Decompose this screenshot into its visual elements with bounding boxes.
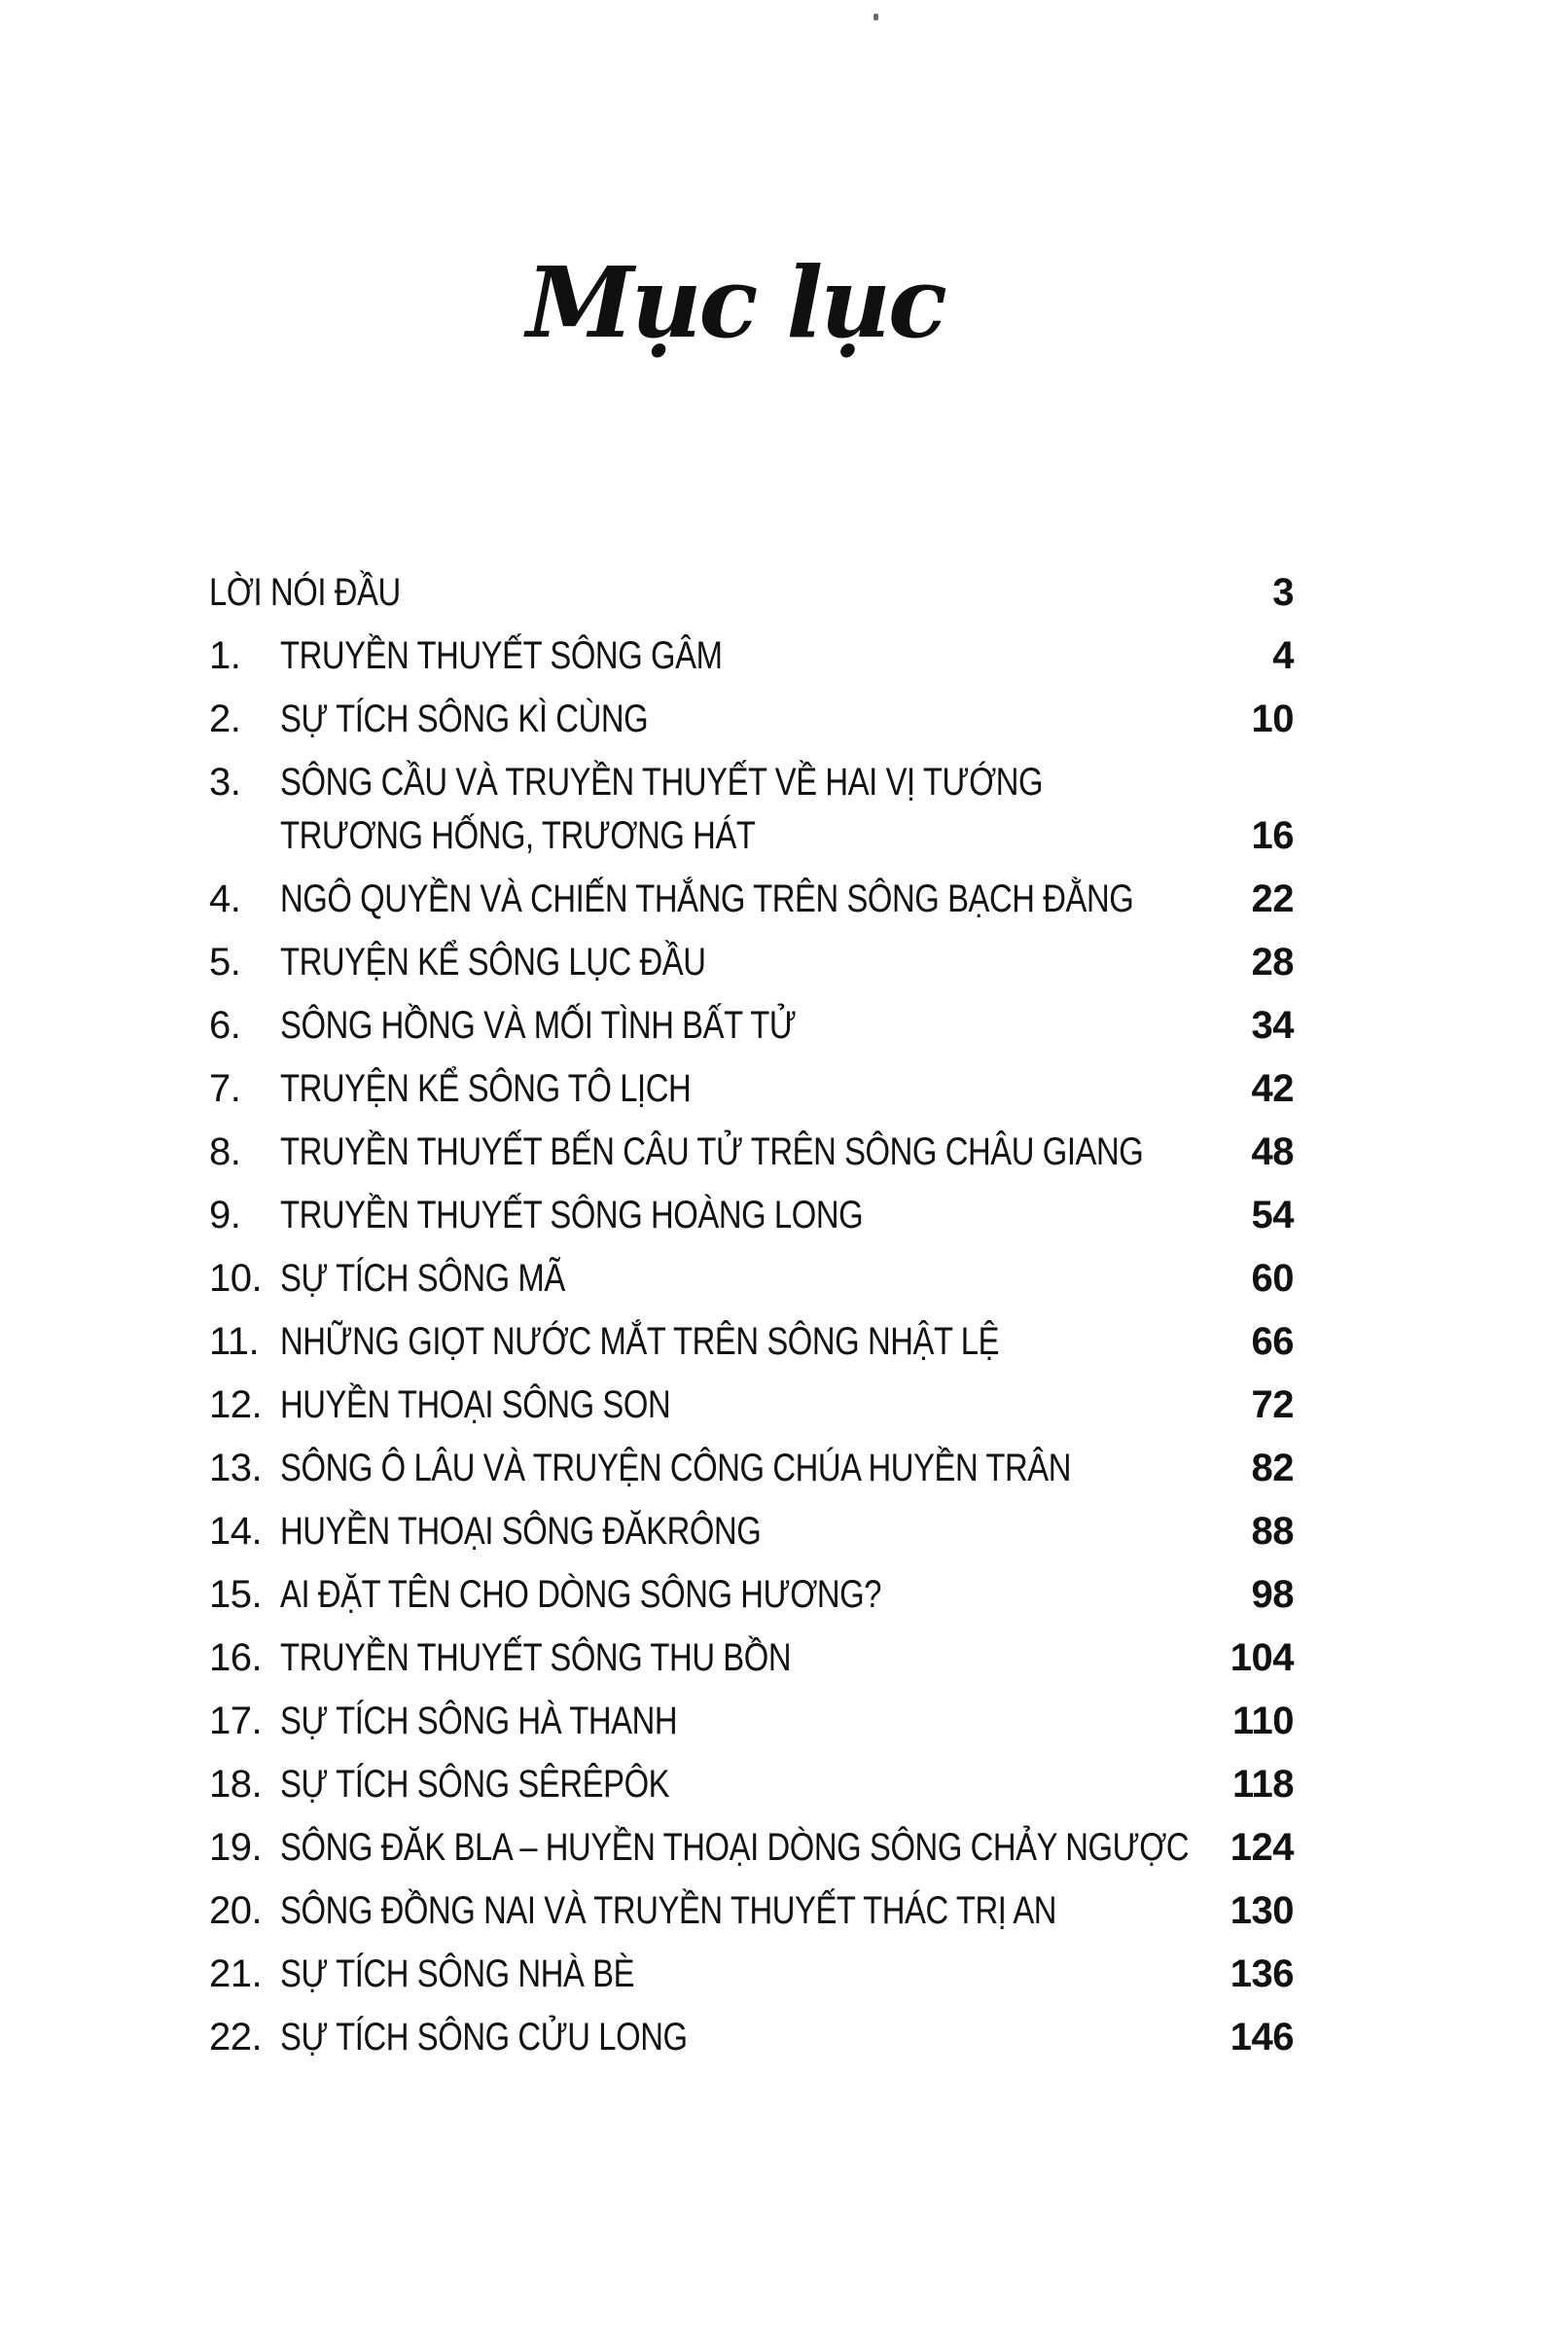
toc-row — [209, 1574, 1294, 1616]
toc-entry-number: 2. — [209, 698, 241, 740]
table-of-contents — [209, 572, 1294, 2080]
toc-row — [209, 1448, 1294, 1489]
toc-row — [209, 1131, 1294, 1173]
toc-entry-page-number: 82 — [1251, 1447, 1294, 1489]
toc-entry-page-number: 22 — [1251, 877, 1294, 920]
toc-entry-title: SỰ TÍCH SÔNG HÀ THANH — [280, 1700, 678, 1742]
toc-row — [209, 1953, 1294, 1995]
toc-row — [209, 1511, 1294, 1553]
toc-entry-number: 1. — [209, 634, 241, 677]
toc-entry-number: 20. — [209, 1889, 263, 1932]
toc-entry-page-number: 136 — [1229, 1952, 1294, 1995]
toc-entry-title: NHỮNG GIỌT NƯỚC MẮT TRÊN SÔNG NHẬT LỆ — [280, 1320, 1000, 1363]
toc-row — [209, 762, 1294, 857]
toc-row — [209, 878, 1294, 920]
toc-entry-title: TRUYỆN KỂ SÔNG LỤC ĐẦU — [280, 941, 706, 984]
toc-entry-page-number: 4 — [1272, 634, 1294, 677]
toc-row — [209, 698, 1294, 740]
toc-entry-page-number: 118 — [1231, 1763, 1294, 1806]
scan-artifact-dot — [873, 14, 878, 20]
toc-entry-title: TRUYỀN THUYẾT SÔNG HOÀNG LONG — [280, 1194, 864, 1236]
toc-entry-number: 15. — [209, 1573, 263, 1616]
toc-row-preface — [209, 572, 1294, 614]
toc-entry-number: 9. — [209, 1194, 241, 1236]
toc-row — [209, 1827, 1294, 1869]
toc-entry-number: 11. — [209, 1320, 260, 1363]
toc-entry-number: 4. — [209, 877, 241, 920]
toc-row — [209, 1258, 1294, 1300]
toc-row — [209, 1068, 1294, 1110]
toc-entry-page-number: 3 — [1272, 571, 1294, 614]
toc-entry-title: AI ĐẶT TÊN CHO DÒNG SÔNG HƯƠNG? — [280, 1573, 882, 1616]
toc-entry-page-number: 34 — [1251, 1004, 1294, 1047]
toc-entry-page-number: 110 — [1231, 1700, 1294, 1742]
toc-entry-page-number: 104 — [1229, 1636, 1294, 1679]
toc-entry-page-number: 124 — [1229, 1826, 1294, 1869]
toc-entry-number: 22. — [209, 2016, 263, 2058]
toc-entry-title: SÔNG Ô LÂU VÀ TRUYỆN CÔNG CHÚA HUYỀN TRÂN — [280, 1447, 1072, 1489]
toc-row — [209, 1764, 1294, 1806]
toc-list — [209, 635, 1294, 2058]
page-title: Mục lục — [526, 245, 944, 360]
toc-entry-number: 18. — [209, 1763, 263, 1806]
toc-entry-title: TRUYỀN THUYẾT BẾN CÂU TỬ TRÊN SÔNG CHÂU GIANG — [280, 1130, 1144, 1173]
toc-entry-page-number: 28 — [1251, 941, 1294, 984]
toc-entry-number: 3. — [209, 761, 241, 804]
toc-entry-title: SÔNG ĐỒNG NAI VÀ TRUYỀN THUYẾT THÁC TRỊ AN — [280, 1889, 1057, 1932]
toc-entry-number: 14. — [209, 1510, 263, 1553]
toc-entry-title: HUYỀN THOẠI SÔNG ĐĂKRÔNG — [280, 1510, 762, 1553]
toc-entry-page-number: 146 — [1229, 2016, 1294, 2058]
toc-entry-number: 8. — [209, 1130, 241, 1173]
toc-row — [209, 1890, 1294, 1932]
toc-entry-title: SỰ TÍCH SÔNG NHÀ BÈ — [280, 1952, 635, 1995]
toc-entry-title: SÔNG HỒNG VÀ MỐI TÌNH BẤT TỬ — [280, 1004, 797, 1047]
toc-entry-number: 5. — [209, 941, 241, 984]
toc-entry-page-number: 66 — [1251, 1320, 1294, 1363]
toc-entry-page-number: 98 — [1251, 1573, 1294, 1616]
toc-entry-title: SÔNG CẦU VÀ TRUYỀN THUYẾT VỀ HAI VỊ TƯỚNG — [280, 761, 1044, 804]
toc-entry-number: 12. — [209, 1383, 263, 1426]
toc-row — [209, 635, 1294, 677]
toc-entry-number: 21. — [209, 1952, 263, 1995]
toc-entry-title-line2: TRƯƠNG HỐNG, TRƯƠNG HÁT — [280, 814, 756, 857]
toc-row — [209, 1005, 1294, 1047]
toc-entry-title: LỜI NÓI ĐẦU — [209, 571, 401, 614]
toc-entry-title: SỰ TÍCH SÔNG CỬU LONG — [280, 2016, 688, 2058]
toc-row — [209, 1384, 1294, 1426]
toc-entry-title: TRUYỆN KỂ SÔNG TÔ LỊCH — [280, 1067, 692, 1110]
toc-entry-title: SÔNG ĐĂK BLA – HUYỀN THOẠI DÒNG SÔNG CHẢY NGƯỢC — [280, 1826, 1190, 1869]
toc-entry-page-number: 72 — [1251, 1383, 1294, 1426]
toc-entry-title: TRUYỀN THUYẾT SÔNG GÂM — [280, 634, 723, 677]
toc-entry-page-number: 42 — [1251, 1067, 1294, 1110]
toc-row — [209, 1195, 1294, 1236]
toc-entry-title: TRUYỀN THUYẾT SÔNG THU BỒN — [280, 1636, 792, 1679]
toc-row — [209, 1321, 1294, 1363]
toc-entry-number: 13. — [209, 1447, 263, 1489]
toc-entry-page-number: 10 — [1251, 698, 1294, 740]
toc-entry-title: HUYỀN THOẠI SÔNG SON — [280, 1383, 671, 1426]
toc-entry-number: 19. — [209, 1826, 263, 1869]
toc-entry-title: NGÔ QUYỀN VÀ CHIẾN THẮNG TRÊN SÔNG BẠCH ĐẰNG — [280, 877, 1134, 920]
toc-entry-number: 7. — [209, 1067, 241, 1110]
toc-entry-page-number: 54 — [1251, 1194, 1294, 1236]
toc-entry-number: 6. — [209, 1004, 241, 1047]
toc-entry-page-number: 48 — [1251, 1130, 1294, 1173]
toc-entry-page-number: 88 — [1251, 1510, 1294, 1553]
toc-row — [209, 1700, 1294, 1742]
toc-entry-title: SỰ TÍCH SÔNG SÊRÊPÔK — [280, 1763, 670, 1806]
toc-row — [209, 1637, 1294, 1679]
toc-entry-page-number: 16 — [1251, 814, 1294, 857]
toc-entry-number: 10. — [209, 1257, 263, 1300]
toc-entry-title: SỰ TÍCH SÔNG MÃ — [280, 1257, 565, 1300]
toc-row — [209, 942, 1294, 984]
toc-entry-page-number: 130 — [1229, 1889, 1294, 1932]
toc-row — [209, 2017, 1294, 2058]
toc-entry-page-number: 60 — [1251, 1257, 1294, 1300]
toc-entry-title: SỰ TÍCH SÔNG KÌ CÙNG — [280, 698, 649, 740]
toc-entry-number: 17. — [209, 1700, 263, 1742]
toc-entry-number: 16. — [209, 1636, 263, 1679]
